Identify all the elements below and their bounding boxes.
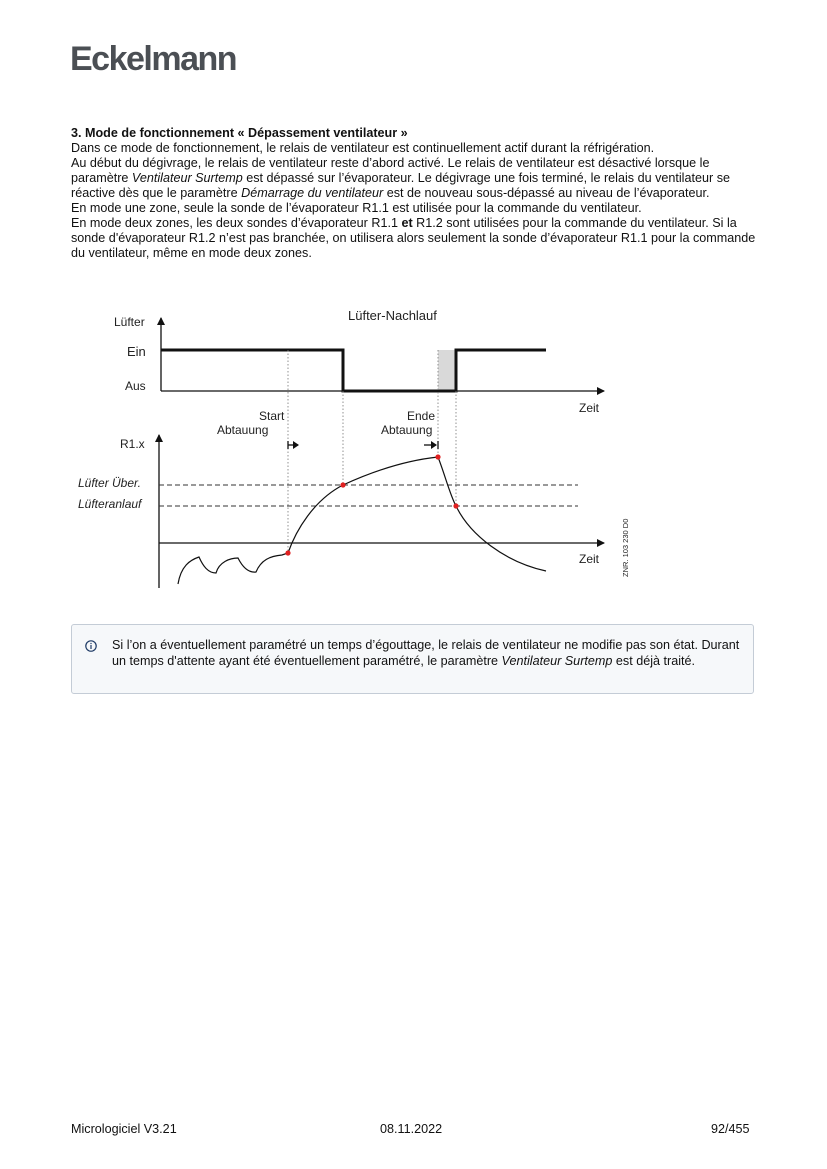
section-mode-3 xyxy=(71,126,761,261)
paragraph-defrost xyxy=(71,156,761,201)
note-text xyxy=(112,638,742,669)
threshold-high-label: Lüfter Über. xyxy=(78,476,141,490)
paragraph-defrost-c: est de nouveau sous-dépassé au niveau de l’évaporateur. xyxy=(383,186,710,200)
end-arrow-icon xyxy=(424,441,438,449)
paragraph-one-zone: En mode une zone, seule la sonde de l’évaporateur R1.1 est utilisée pour la commande du ventilateur. xyxy=(71,201,642,215)
footer-date: 08.11.2022 xyxy=(380,1122,443,1136)
info-note xyxy=(71,624,754,694)
note-param: Ventilateur Surtemp xyxy=(501,653,613,668)
param-ventilateur-surtemp: Ventilateur Surtemp xyxy=(131,171,243,185)
event-point-fan-off xyxy=(340,482,345,487)
company-logo: Eckelmann xyxy=(70,40,237,78)
threshold-low-label: Lüfteranlauf xyxy=(78,497,142,511)
param-demarrage-ventilateur: Démarrage du ventilateur xyxy=(241,186,384,200)
info-icon xyxy=(85,640,97,652)
time-label-bottom: Zeit xyxy=(579,552,600,566)
end-label-2: Abtauung xyxy=(381,423,433,437)
end-label-1: Ende xyxy=(407,409,436,423)
fan-state-line xyxy=(161,350,546,391)
footer-software-version: Micrologiciel V3.21 xyxy=(71,1122,177,1136)
time-label-top: Zeit xyxy=(579,401,600,415)
diagram-title: Lüfter-Nachlauf xyxy=(348,308,437,323)
paragraph-intro: Dans ce mode de fonctionnement, le relais de ventilateur est continuellement actif durant la réfrigération. xyxy=(71,141,655,155)
paragraph-two-zone-a: En mode deux zones, les deux sondes d’évaporateur R1.1 xyxy=(71,216,402,230)
start-arrow-icon xyxy=(288,441,299,449)
temperature-curve xyxy=(178,457,546,584)
state-on-label: Ein xyxy=(127,344,146,359)
event-point-start xyxy=(285,550,290,555)
paragraph-two-zone-bold: et xyxy=(401,216,413,230)
paragraph-defrost-b: est dépassé sur l’évaporateur. Le dégivrage une fois terminé, le relais du ventilateur se réactive dès que le paramètre xyxy=(71,171,730,200)
fan-axis-label: Lüfter xyxy=(114,315,145,329)
start-label-1: Start xyxy=(259,409,285,423)
figure-reference: ZNR. 103 230 D0 xyxy=(621,518,630,577)
paragraph-defrost-a: Au début du dégivrage, le relais de ventilateur reste d’abord activé. Le relais de ventilateur est désactivé lorsque le paramètre xyxy=(71,156,710,185)
section-title: 3. Mode de fonctionnement « Dépassement ventilateur » xyxy=(71,126,408,140)
footer-page-number: 92/455 xyxy=(711,1122,750,1136)
event-point-fan-on xyxy=(453,503,458,508)
note-text-b: est déjà traité. xyxy=(612,653,695,668)
paragraph-two-zone-b: R1.2 sont utilisées pour la commande du ventilateur. Si la sonde d'évaporateur R1.2 n’est pas branchée, on utilisera alors seulement la sonde d’évaporateur R1.1 pour la commande du ventilateur, même en mode deux zones. xyxy=(71,216,756,260)
state-off-label: Aus xyxy=(125,379,146,393)
start-label-2: Abtauung xyxy=(217,423,269,437)
drip-time-band xyxy=(438,350,455,391)
paragraph-two-zone xyxy=(71,216,761,261)
note-text-a: Si l’on a éventuellement paramétré un temps d’égouttage, le relais de ventilateur ne modifie pas son état. Durant un temps d'attente ayant été éventuellement paramétré, le paramètre xyxy=(112,638,740,668)
sensor-axis-label: R1.x xyxy=(120,437,145,451)
event-point-end xyxy=(435,454,440,459)
